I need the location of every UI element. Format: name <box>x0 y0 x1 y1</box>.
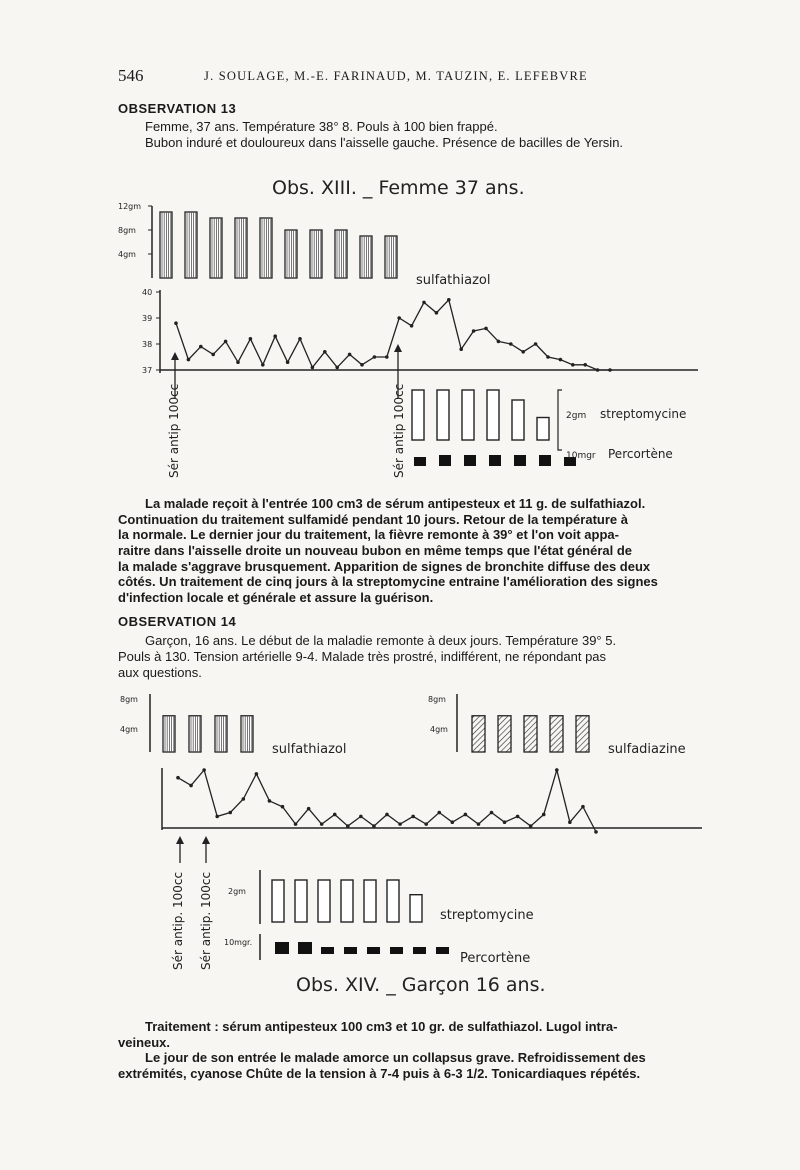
chart14-temp-point <box>464 813 468 817</box>
chart13-temp-point <box>521 350 525 354</box>
chart13-strep-bracket <box>558 390 562 450</box>
chart14-temp-point <box>268 799 272 803</box>
chart14-temp-point <box>359 815 363 819</box>
chart13-streptomycine-label: streptomycine <box>600 407 687 421</box>
chart14-temp-point <box>255 772 259 776</box>
chart13-temp-point <box>546 355 550 359</box>
chart14-temp-point <box>490 811 494 815</box>
chart14-temp-point <box>372 824 376 828</box>
chart13-strep-bar <box>512 400 524 440</box>
chart13-temp-axis-label: 37 <box>142 366 153 375</box>
chart14-temp-point <box>568 820 572 824</box>
chart14-sulfadiazine-bar <box>498 716 511 752</box>
chart13-temp-point <box>187 358 191 362</box>
chart14-temp-point <box>477 822 481 826</box>
chart13-temp-point <box>509 342 513 346</box>
obs14-para-line-1: Le jour de son entrée le malade amorce un collapsus grave. Refroidissement des <box>145 1050 646 1065</box>
chart13-temp-point <box>224 340 228 344</box>
chart14-percortene-bar <box>367 947 380 954</box>
chart14-percortene-bar <box>390 947 403 954</box>
obs13-intro-line-2: Bubon induré et douloureux dans l'aisselle gauche. Présence de bacilles de Yersin. <box>145 135 624 150</box>
chart13-temp-point <box>484 327 488 331</box>
chart13-sulfa-axis-label: 12gm <box>118 202 142 211</box>
chart13-temp-point <box>335 366 339 370</box>
chart13-strep-bar <box>487 390 499 440</box>
chart13-percortene-bar <box>464 455 476 466</box>
chart13-percortene-bar <box>514 455 526 466</box>
chart14-sulfadiazine-bar <box>550 716 563 752</box>
chart13-temp-point <box>360 363 364 367</box>
chart14-sulfathiazol-axis-label-1: 8gm <box>120 695 138 704</box>
chart14-temp-point <box>307 807 311 811</box>
chart14-temp-point <box>398 822 402 826</box>
chart14-temp-point <box>202 768 206 772</box>
chart13-temp-axis-label: 39 <box>142 314 153 323</box>
chart13-temp-point <box>596 368 600 372</box>
chart13-temperature-line <box>176 300 610 370</box>
chart14-temp-point <box>215 815 219 819</box>
chart14-temp-point <box>424 822 428 826</box>
chart13-percortene-bar <box>439 455 451 466</box>
chart13-temp-point <box>571 363 575 367</box>
chart14-temp-point <box>529 824 533 828</box>
chart14-temp-point <box>451 820 455 824</box>
obs13-intro-line-1: Femme, 37 ans. Température 38° 8. Pouls à 100 bien frappé. <box>145 119 498 134</box>
chart13-percortene-bar <box>489 455 501 466</box>
chart14-temp-point <box>281 805 285 809</box>
chart14-title: Obs. XIV. _ Garçon 16 ans. <box>296 974 546 996</box>
chart-obs13 <box>100 168 720 488</box>
chart13-strep-bar <box>437 390 449 440</box>
chart14-percortene-bar <box>275 942 289 954</box>
obs14-para-line-2: extrémités, cyanose Chûte de la tension à 7-4 puis à 6-3 1/2. Tonicardiaques répétés. <box>118 1066 641 1081</box>
chart14-sulfadiazine-axis-label-1: 8gm <box>428 695 446 704</box>
chart14-sulfadiazine-axis-label-2: 4gm <box>430 725 448 734</box>
running-authors: J. SOULAGE, M.-E. FARINAUD, M. TAUZIN, E. LEFEBVRE <box>204 69 588 83</box>
chart14-sulfadiazine-bar <box>472 716 485 752</box>
obs13-para-line-2: Continuation du traitement sulfamidé pendant 10 jours. Retour de la température à <box>118 512 628 527</box>
obs13-title: OBSERVATION 13 <box>118 101 237 116</box>
chart14-temp-point <box>516 815 520 819</box>
chart13-temp-point <box>435 311 439 315</box>
chart13-temp-point <box>397 316 401 320</box>
chart13-sulfa-axis-label: 4gm <box>118 250 136 259</box>
chart14-sulfadiazine-label: sulfadiazine <box>608 742 686 757</box>
chart14-serum-arrows <box>176 836 210 863</box>
obs14-title: OBSERVATION 14 <box>118 614 237 629</box>
chart14-sulfadiazine-bar <box>524 716 537 752</box>
chart14-temp-point <box>594 830 598 834</box>
chart13-temp-point <box>447 298 451 302</box>
chart14-percortene-bar <box>298 942 312 954</box>
chart14-percortene-bar <box>321 947 334 954</box>
chart13-sulfathiazol-label: sulfathiazol <box>416 273 491 288</box>
chart-obs14 <box>100 688 720 1000</box>
chart14-temp-point <box>542 813 546 817</box>
chart13-temp-point <box>373 355 377 359</box>
chart13-temp-point <box>286 360 290 364</box>
chart13-temp-point <box>459 347 463 351</box>
chart13-temp-point <box>559 358 563 362</box>
chart14-strep-dose-label: 2gm <box>228 887 246 896</box>
chart13-temp-axis-label: 40 <box>142 288 153 297</box>
chart13-temp-point <box>497 340 501 344</box>
chart13-temp-point <box>249 337 253 341</box>
obs13-para-line-1: La malade reçoit à l'entrée 100 cm3 de sérum antipesteux et 11 g. de sulfathiazol. <box>145 496 646 511</box>
chart13-temp-point <box>211 353 215 357</box>
chart13-percortene-bar <box>539 455 551 466</box>
chart13-temp-point <box>261 363 265 367</box>
obs14-intro-line-1: Garçon, 16 ans. Le début de la maladie remonte à deux jours. Température 39° 5. <box>145 633 617 648</box>
chart14-temp-point <box>320 822 324 826</box>
chart13-strep-bar <box>462 390 474 440</box>
chart13-temp-point <box>534 342 538 346</box>
obs13-para-line-7: d'infection locale et générale et assure la guérison. <box>118 590 434 605</box>
chart14-temp-point <box>228 811 232 815</box>
chart13-temp-point <box>410 324 414 328</box>
chart14-temp-point <box>242 797 246 801</box>
chart14-temp-point <box>346 824 350 828</box>
chart14-percortene-bar <box>436 947 449 954</box>
chart14-temp-point <box>176 776 180 780</box>
chart14-strep-bar <box>295 880 307 922</box>
chart13-temp-point <box>199 345 203 349</box>
chart14-temp-point <box>294 822 298 826</box>
chart14-temp-point <box>581 805 585 809</box>
chart14-strep-bar <box>318 880 330 922</box>
chart14-strep-bar <box>272 880 284 922</box>
chart13-temp-point <box>385 355 389 359</box>
chart13-title: Obs. XIII. _ Femme 37 ans. <box>272 177 525 199</box>
running-header <box>118 66 678 86</box>
chart14-temp-point <box>385 813 389 817</box>
chart14-temp-point <box>503 820 507 824</box>
chart13-temp-point <box>174 321 178 325</box>
chart14-temp-point <box>411 815 415 819</box>
chart14-percortene-label: Percortène <box>460 951 531 966</box>
chart13-temp-point <box>583 363 587 367</box>
chart13-serum-label-1: Sér antip 100cc <box>167 383 181 478</box>
chart13-sulfa-axis-label: 8gm <box>118 226 136 235</box>
chart14-sulfathiazol-label: sulfathiazol <box>272 742 347 757</box>
obs14-treatment-line-1: Traitement : sérum antipesteux 100 cm3 et 10 gr. de sulfathiazol. Lugol intra- <box>145 1019 618 1034</box>
obs13-para-line-3: la normale. Le dernier jour du traitement, la fièvre remonte à 39° et l'on voit appa- <box>118 527 619 542</box>
chart13-percortene-dose-label: 10mgr <box>566 451 596 461</box>
chart14-temp-point <box>437 811 441 815</box>
chart13-strep-bar <box>412 390 424 440</box>
chart13-temp-point <box>323 350 327 354</box>
chart13-temperature-axis <box>160 290 698 373</box>
chart14-percortene-dose-label: 10mgr. <box>224 938 253 947</box>
chart14-sulfathiazol-axis-label-2: 4gm <box>120 725 138 734</box>
chart14-serum-label-2: Sér antip. 100cc <box>199 871 213 970</box>
obs14-intro-line-3: aux questions. <box>118 665 202 680</box>
chart14-streptomycine-label: streptomycine <box>440 908 534 923</box>
chart13-strep-bar <box>537 418 549 441</box>
chart14-percortene-bar <box>413 947 426 954</box>
chart13-serum-label-2: Sér antip 100cc <box>392 383 406 478</box>
chart14-sulfadiazine-bar <box>576 716 589 752</box>
chart13-temp-point <box>236 360 240 364</box>
chart13-temp-point <box>422 301 426 305</box>
chart13-sulfa-axis <box>118 202 152 278</box>
chart14-percortene-bar <box>344 947 357 954</box>
chart13-strep-dose-label: 2gm <box>566 411 587 421</box>
chart13-temp-point <box>273 334 277 338</box>
chart13-temp-point <box>472 329 476 333</box>
chart13-serum-arrows <box>171 344 402 398</box>
obs14-treatment-line-2: veineux. <box>118 1035 171 1050</box>
chart14-strep-bar <box>341 880 353 922</box>
chart14-temp-point <box>189 784 193 788</box>
obs13-para-line-5: la malade s'aggrave brusquement. Apparition de signes de bronchite diffuse des deux <box>118 559 651 574</box>
chart14-strep-bar <box>387 880 399 922</box>
chart14-temp-point <box>555 768 559 772</box>
chart13-temp-point <box>348 353 352 357</box>
obs14-intro-line-2: Pouls à 130. Tension artérielle 9-4. Malade très prostré, indifférent, ne répondant pas <box>118 649 607 664</box>
chart13-temp-axis-label: 38 <box>142 340 153 349</box>
page-number: 546 <box>118 66 144 85</box>
chart13-percortene-label: Percortène <box>608 447 673 461</box>
chart14-temperature-line <box>178 770 596 832</box>
chart13-percortene-bar <box>414 457 426 466</box>
chart14-strep-bar <box>410 895 422 922</box>
chart14-temp-point <box>333 813 337 817</box>
obs13-para-line-4: raitre dans l'aisselle droite un nouveau bubon en même temps que l'état général de <box>118 543 633 558</box>
chart14-strep-bar <box>364 880 376 922</box>
chart13-temp-point <box>298 337 302 341</box>
chart13-temp-point <box>311 366 315 370</box>
chart14-serum-label-1: Sér antip. 100cc <box>171 871 185 970</box>
obs13-para-line-6: côtés. Un traitement de cinq jours à la streptomycine entraine l'amélioration des signes <box>118 574 658 589</box>
